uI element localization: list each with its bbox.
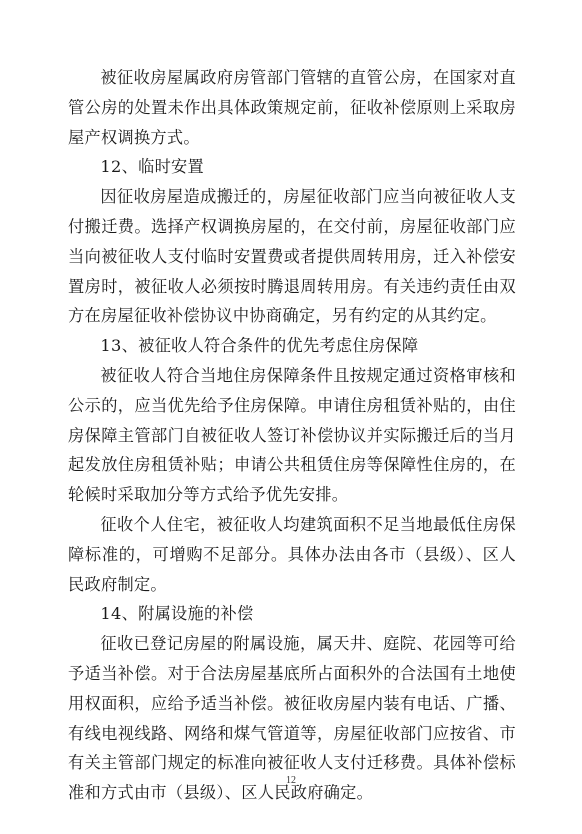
paragraph-ancillary-compensation: 征收已登记房屋的附属设施，属天井、庭院、花园等可给予适当补偿。对于合法房屋基底所占面积外的合法国有土地使用权面积，应给予适当补偿。被征收房屋内装有电话、广播、有线电视线路、网络和煤气管道等，房屋征收部门应按省、市有关主管部门规定的标准向被征收人支付迁移费。具体补偿标准和方式由市（县级）、区人民政府确定。 — [68, 634, 516, 803]
paragraph-housing-security: 被征收人符合当地住房保障条件且按规定通过资格审核和公示的，应当优先给予住房保障。申请住房租赁补贴的，由住房保障主管部门自被征收人签订补偿协议并实际搬迁后的当月起发放住房租赁补贴；申请公共租赁住房等保障性住房的，在轮候时采取加分等方式给予优先安排。 — [68, 365, 516, 505]
paragraph-additional-purchase: 征收个人住宅，被征收人均建筑面积不足当地最低住房保障标准的，可增购不足部分。具体办法由各市（县级）、区人民政府制定。 — [68, 514, 516, 594]
heading-ancillary-facilities: 14、附属设施的补偿 — [100, 604, 254, 624]
paragraph-direct-public-housing: 被征收房屋属政府房管部门管辖的直管公房，在国家对直管公房的处置未作出具体政策规定前，征收补偿原则上采取房屋产权调换方式。 — [68, 68, 516, 147]
heading-housing-security-priority: 13、被征收人符合条件的优先考虑住房保障 — [100, 336, 419, 356]
paragraph-relocation-fees: 因征收房屋造成搬迁的，房屋征收部门应当向被征收人支付搬迁费。选择产权调换房屋的，在交付前，房屋征收部门应当向被征收人支付临时安置费或者提供周转用房，迁入补偿安置房时，被征收人必须按时腾退周转用房。有关违约责任由双方在房屋征收补偿协议中协商确定，另有约定的从其约定。 — [68, 187, 516, 326]
page-number: 12 — [286, 775, 296, 786]
heading-temporary-resettlement: 12、临时安置 — [100, 157, 205, 177]
